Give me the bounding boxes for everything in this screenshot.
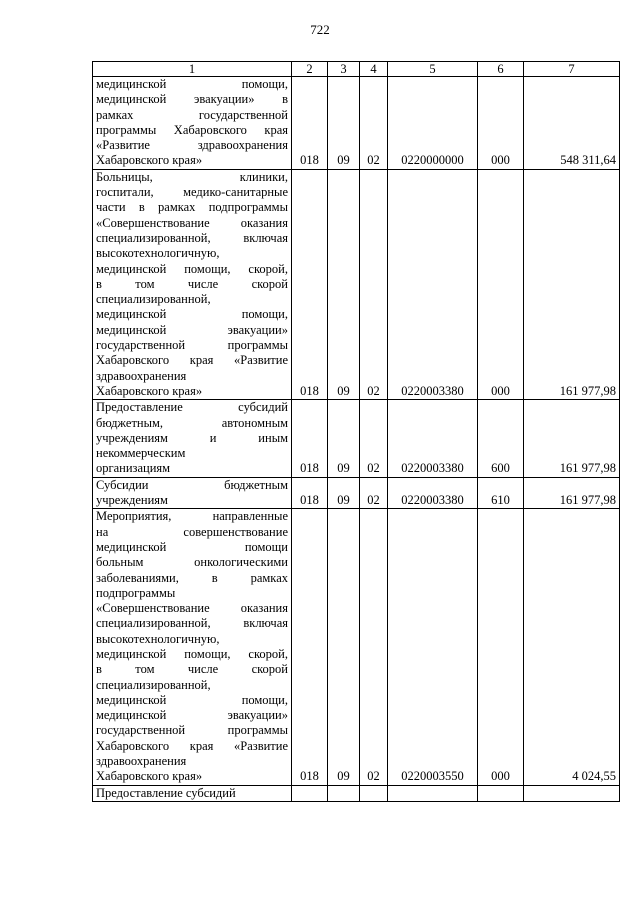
description-line: высокотехнологичную, [96,246,220,261]
description-line: медицинской помощи, [96,77,288,91]
expense-type-code: 000 [478,509,524,785]
description-line: государственной программы [96,338,288,353]
description-line: здравоохранения [96,368,187,383]
section-code: 09 [328,509,360,785]
description-line: медицинской эвакуации» [96,708,288,723]
header-cell: 1 [93,62,292,77]
section-code [328,785,360,801]
section-code: 09 [328,400,360,477]
table-row [93,785,620,801]
target-article-code: 0220003550 [388,509,478,785]
table-row [93,509,620,785]
expense-type-code: 610 [478,477,524,509]
table-row [93,477,620,509]
table-row [93,400,620,477]
subsection-code: 02 [360,400,388,477]
description-line: Предоставление субсидий [96,400,288,415]
header-row [93,62,620,77]
description-line: «Совершенствование оказания [96,601,288,616]
description-line: программы Хабаровского края [96,122,288,137]
target-article-code: 0220003380 [388,477,478,509]
description-line: организациям [96,461,171,476]
description-line: на совершенствование [96,524,288,539]
target-article-code: 0220000000 [388,77,478,170]
description-line: специализированной, [96,677,211,692]
description-line: медицинской помощи, скорой, [96,646,288,661]
header-cell: 4 [360,62,388,77]
page-number: 722 [310,22,330,37]
amount: 161 977,98 [524,400,620,477]
description-line: Хабаровского края «Развитие [96,353,288,368]
expense-type-code [478,785,524,801]
amount: 548 311,64 [524,77,620,170]
header-cell: 7 [524,62,620,77]
description-line: Мероприятия, направленные [96,509,288,524]
amount: 4 024,55 [524,509,620,785]
row-description [93,477,292,509]
description-line: в том числе скорой [96,276,288,291]
target-article-code: 0220003380 [388,169,478,399]
expense-type-code: 000 [478,77,524,170]
description-line: высокотехнологичную, [96,631,220,646]
description-line: рамках государственной [96,107,288,122]
description-line: некоммерческим [96,446,186,461]
description-line: «Совершенствование оказания [96,215,288,230]
description-line: учреждениям и иным [96,430,288,445]
description-line: Больницы, клиники, [96,169,288,184]
description-line: Предоставление субсидий [96,785,236,800]
table-row [93,169,620,399]
description-line: заболеваниями, в рамках [96,570,288,585]
description-line: здравоохранения [96,754,187,769]
description-line: части в рамках подпрограммы [96,200,288,215]
header-cell: 6 [478,62,524,77]
header-cell: 5 [388,62,478,77]
amount [524,785,620,801]
row-description [93,77,292,170]
subsection-code: 02 [360,509,388,785]
expense-type-code: 000 [478,169,524,399]
description-line: медицинской эвакуации» в [96,92,288,107]
description-line: государственной программы [96,723,288,738]
description-line: бюджетным, автономным [96,415,288,430]
header-cell: 3 [328,62,360,77]
subsection-code: 02 [360,477,388,509]
section-code: 09 [328,77,360,170]
description-line: специализированной, [96,292,211,307]
description-line: медицинской помощи, [96,307,288,322]
description-line: специализированной, включая [96,616,288,631]
row-description [93,509,292,785]
amount: 161 977,98 [524,169,620,399]
ministry-code: 018 [292,400,328,477]
target-article-code [388,785,478,801]
description-line: медицинской помощи, [96,692,288,707]
row-description [93,785,292,801]
description-line: Хабаровского края» [96,383,203,398]
expense-type-code: 600 [478,400,524,477]
subsection-code [360,785,388,801]
description-line: учреждениям [96,493,168,508]
subsection-code: 02 [360,169,388,399]
description-line: медицинской помощи, скорой, [96,261,288,276]
description-line: Хабаровского края «Развитие [96,738,288,753]
description-line: госпитали, медико-санитарные [96,185,288,200]
ministry-code: 018 [292,169,328,399]
description-line: Хабаровского края» [96,153,203,168]
description-line: в том числе скорой [96,662,288,677]
row-description [93,400,292,477]
description-line: Субсидии бюджетным [96,477,288,492]
subsection-code: 02 [360,77,388,170]
description-line: больным онкологическими [96,555,288,570]
ministry-code [292,785,328,801]
description-line: медицинской помощи [96,539,288,554]
description-line: медицинской эвакуации» [96,322,288,337]
target-article-code: 0220003380 [388,400,478,477]
table-row [93,77,620,170]
description-line: специализированной, включая [96,230,288,245]
ministry-code: 018 [292,509,328,785]
row-description [93,169,292,399]
ministry-code: 018 [292,77,328,170]
ministry-code: 018 [292,477,328,509]
budget-table [92,61,620,802]
amount: 161 977,98 [524,477,620,509]
section-code: 09 [328,477,360,509]
section-code: 09 [328,169,360,399]
header-cell: 2 [292,62,328,77]
description-line: «Развитие здравоохранения [96,138,288,153]
description-line: Хабаровского края» [96,769,203,784]
description-line: подпрограммы [96,585,176,600]
